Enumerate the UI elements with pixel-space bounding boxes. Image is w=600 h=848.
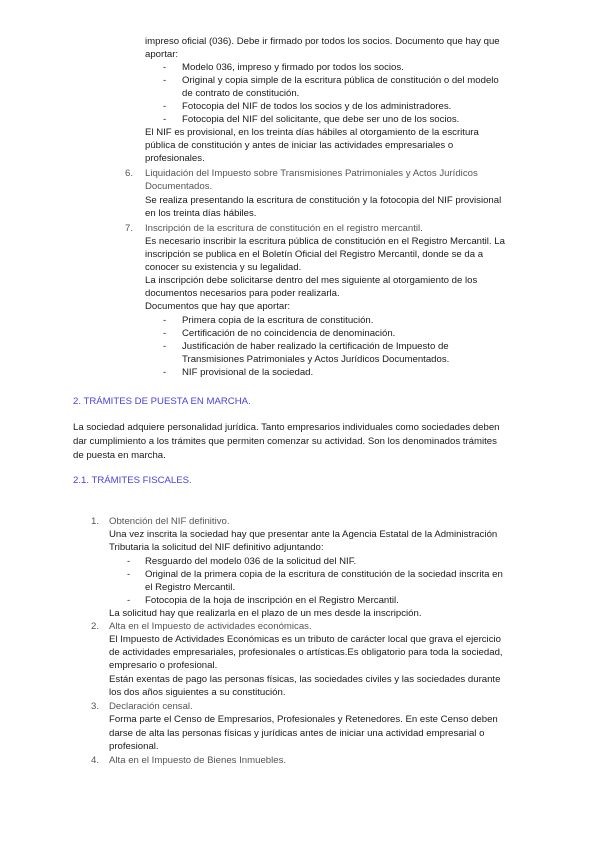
list-item-title: Alta en el Impuesto de actividades económicas.: [109, 621, 312, 632]
list-number: 1.: [91, 516, 100, 527]
list-number: 3.: [91, 701, 100, 712]
list-item-title: Liquidación del Impuesto sobre Transmisiones Patrimoniales y Actos Jurídicos: [145, 168, 478, 179]
bullet-text: Fotocopia del NIF del solicitante, que debe ser uno de los socios.: [182, 114, 460, 125]
list-item-title: Inscripción de la escritura de constitución en el registro mercantil.: [145, 223, 423, 234]
list-number: 6.: [125, 168, 134, 179]
bullet-text: Original y copia simple de la escritura pública de constitución o del modelo: [182, 75, 499, 86]
list-item-title: Documentados.: [145, 181, 213, 192]
paragraph-line: La solicitud hay que realizarla en el plazo de un mes desde la inscripción.: [109, 608, 422, 619]
section-heading: 2. TRÁMITES DE PUESTA EN MARCHA.: [73, 396, 251, 407]
bullet-text: Fotocopia de la hoja de inscripción en el Registro Mercantil.: [145, 595, 399, 606]
paragraph-line: darse de alta las personas físicas y jurídicas antes de iniciar una actividad empresarial o: [109, 728, 485, 739]
paragraph-line: empresario o profesional.: [109, 660, 218, 671]
paragraph-line: Documentos que hay que aportar:: [145, 301, 291, 312]
paragraph-line: los dos años siguientes a su constitución.: [109, 687, 286, 698]
bullet-text: Modelo 036, impreso y firmado por todos los socios.: [182, 62, 404, 73]
paragraph-line: profesionales.: [145, 153, 205, 164]
bullet-text: de contrato de constitución.: [182, 88, 300, 99]
bullet-dash: -: [163, 101, 167, 112]
subsection-heading: 2.1. TRÁMITES FISCALES.: [73, 475, 192, 486]
bullet-dash: -: [163, 315, 167, 326]
paragraph-line: El Impuesto de Actividades Económicas es un tributo de carácter local que grava el ejercicio: [109, 634, 501, 645]
paragraph-line: de puesta en marcha.: [73, 450, 166, 461]
paragraph-line: La inscripción debe solicitarse dentro del mes siguiente al otorgamiento de los: [145, 275, 478, 286]
bullet-text: Fotocopia del NIF de todos los socios y de los administradores.: [182, 101, 452, 112]
bullet-dash: -: [127, 595, 131, 606]
paragraph-line: documentos necesarios para poder realizarla.: [145, 288, 340, 299]
paragraph-line: en los treinta días hábiles.: [145, 208, 257, 219]
bullet-dash: -: [163, 62, 167, 73]
bullet-text: Original de la primera copia de la escritura de constitución de la sociedad inscrita en: [145, 569, 503, 580]
list-number: 4.: [91, 755, 100, 766]
paragraph-line: profesional.: [109, 741, 159, 752]
paragraph-line: Están exentas de pago las personas físicas, las sociedades civiles y las sociedades durante: [109, 674, 501, 685]
paragraph-line: Tributaria la solicitud del NIF definitivo adjuntando:: [109, 542, 324, 553]
paragraph-line: impreso oficial (036). Debe ir firmado por todos los socios. Documento que hay que: [145, 36, 500, 47]
list-item-title: Declaración censal.: [109, 701, 193, 712]
paragraph-line: Es necesario inscribir la escritura pública de constitución en el Registro Mercantil. La: [145, 236, 505, 247]
bullet-dash: -: [163, 341, 167, 352]
paragraph-line: El NIF es provisional, en los treinta días hábiles al otorgamiento de la escritura: [145, 127, 479, 138]
bullet-text: Certificación de no coincidencia de denominación.: [182, 328, 396, 339]
list-number: 7.: [125, 223, 134, 234]
paragraph-line: Se realiza presentando la escritura de constitución y la fotocopia del NIF provisional: [145, 195, 502, 206]
paragraph-line: de actividades empresariales, profesionales o artísticas.Es obligatorio para toda la sociedad,: [109, 647, 503, 658]
bullet-text: Justificación de haber realizado la certificación de Impuesto de: [182, 341, 449, 352]
bullet-dash: -: [163, 328, 167, 339]
paragraph-line: conocer su existencia y su legalidad.: [145, 262, 302, 273]
list-item-title: Obtención del NIF definitivo.: [109, 516, 230, 527]
bullet-text: Resguardo del modelo 036 de la solicitud del NIF.: [145, 556, 357, 567]
bullet-text: el Registro Mercantil.: [145, 582, 236, 593]
bullet-text: Primera copia de la escritura de constitución.: [182, 315, 374, 326]
paragraph-line: Forma parte el Censo de Empresarios, Profesionales y Retenedores. En este Censo deben: [109, 714, 498, 725]
bullet-dash: -: [127, 556, 131, 567]
paragraph-line: pública de constitución y antes de iniciar las actividades empresariales o: [145, 140, 454, 151]
bullet-dash: -: [163, 75, 167, 86]
paragraph-line: Una vez inscrita la sociedad hay que presentar ante la Agencia Estatal de la Administración: [109, 529, 498, 540]
list-item-title: Alta en el Impuesto de Bienes Inmuebles.: [109, 755, 287, 766]
paragraph-line: La sociedad adquiere personalidad jurídica. Tanto empresarios individuales como sociedades deben: [73, 422, 500, 433]
paragraph-line: aportar:: [145, 49, 179, 60]
bullet-dash: -: [163, 114, 167, 125]
bullet-text: Transmisiones Patrimoniales y Actos Jurídicos Documentados.: [182, 354, 450, 365]
list-number: 2.: [91, 621, 100, 632]
bullet-dash: -: [163, 367, 167, 378]
bullet-dash: -: [127, 569, 131, 580]
bullet-text: NIF provisional de la sociedad.: [182, 367, 314, 378]
paragraph-line: dar cumplimiento a los trámites que permiten comenzar su actividad. Son los denominados trámites: [73, 436, 497, 447]
paragraph-line: inscripción se publica en el Boletín Oficial del Registro Mercantil, donde se da a: [145, 249, 484, 260]
